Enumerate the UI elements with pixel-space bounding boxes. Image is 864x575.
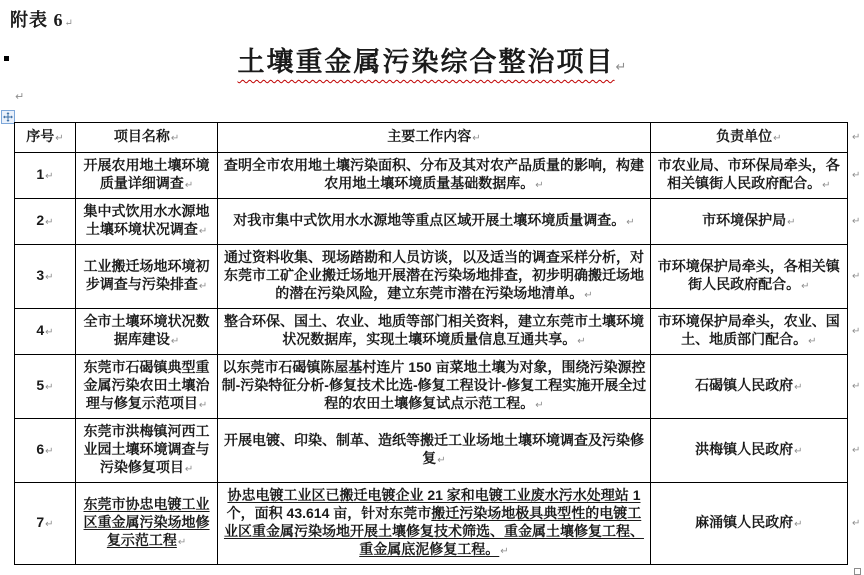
cell-name[interactable]: 东莞市石碣镇典型重金属污染农田土壤治理与修复示范项目↵ xyxy=(75,355,217,419)
attachment-label-text: 附表 6 xyxy=(10,10,64,30)
header-content[interactable]: 主要工作内容↵ xyxy=(218,123,650,153)
cell-end-mark: ↵ xyxy=(577,336,586,347)
cell-end-mark: ↵ xyxy=(801,281,810,292)
table-row xyxy=(15,309,864,355)
cell-end-mark: ↵ xyxy=(535,400,544,411)
row-end-mark: ↵ xyxy=(851,325,861,337)
cell-end-mark: ↵ xyxy=(198,400,208,411)
cell-end-mark: ↵ xyxy=(170,336,180,347)
project-table xyxy=(14,122,864,565)
header-name[interactable]: 项目名称↵ xyxy=(75,123,217,153)
row-end-mark: ↵ xyxy=(851,517,861,529)
cell-unit[interactable]: 麻涌镇人民政府↵ xyxy=(650,483,847,565)
header-unit[interactable]: 负责单位↵ xyxy=(650,123,847,153)
header-no[interactable]: 序号↵ xyxy=(15,123,76,153)
cell-end-mark: ↵ xyxy=(794,382,803,393)
row-end-mark: ↵ xyxy=(851,444,861,456)
cell-no[interactable]: 6↵ xyxy=(15,419,76,483)
remediation-projects-table xyxy=(14,122,864,565)
cell-content[interactable]: 以东莞市石碣镇陈屋基村连片 150 亩菜地土壤为对象，围绕污染源控制-污染特征分析-修复技术比选-修复工程设计-修复工程实施开展全过程的农田土壤修复试点示范工程。↵ xyxy=(218,355,650,419)
cell-end-mark: ↵ xyxy=(808,336,817,347)
paragraph-mark: ↵ xyxy=(615,59,627,74)
underlined-content-segment: 搬迁污染场地极具典型性的电镀工业区重金属污染场地开展土壤修复技术筛选、重金属土壤修复工程、重金属底泥修复工程。 xyxy=(223,505,644,557)
row-end-mark: ↵ xyxy=(851,131,861,143)
table-row xyxy=(15,153,864,199)
cell-content[interactable]: 对我市集中式饮用水水源地等重点区域开展土壤环境质量调查。↵ xyxy=(218,199,650,245)
cell-end-mark: ↵ xyxy=(184,180,194,191)
cell-unit[interactable]: 市环境保护局↵ xyxy=(650,199,847,245)
cell-end-mark: ↵ xyxy=(535,180,544,191)
cell-end-mark: ↵ xyxy=(773,133,782,144)
cell-content[interactable]: 开展电镀、印染、制革、造纸等搬迁工业场地土壤环境调查及污染修复↵ xyxy=(218,419,650,483)
table-row xyxy=(15,245,864,309)
cell-end-mark: ↵ xyxy=(500,546,509,557)
row-end-mark: ↵ xyxy=(851,270,861,282)
cell-no[interactable]: 1↵ xyxy=(15,153,76,199)
move-cross-icon xyxy=(3,112,13,122)
cell-name[interactable] xyxy=(75,483,217,565)
row-end-mark: ↵ xyxy=(851,380,861,392)
row-end-mark: ↵ xyxy=(851,169,861,181)
cell-no[interactable]: 2↵ xyxy=(15,199,76,245)
cell-end-mark: ↵ xyxy=(198,226,208,237)
cell-end-mark: ↵ xyxy=(45,217,54,228)
cell-end-mark: ↵ xyxy=(184,464,194,475)
cell-end-mark: ↵ xyxy=(626,217,635,228)
cell-unit[interactable]: 洪梅镇人民政府↵ xyxy=(650,419,847,483)
row-end-mark: ↵ xyxy=(851,215,861,227)
title-line xyxy=(0,40,864,79)
cell-end-mark: ↵ xyxy=(45,446,54,457)
cell-name[interactable]: 开展农用地土壤环境质量详细调查↵ xyxy=(75,153,217,199)
cell-end-mark: ↵ xyxy=(472,133,481,144)
cell-no[interactable]: 4↵ xyxy=(15,309,76,355)
cell-no[interactable]: 3↵ xyxy=(15,245,76,309)
cell-name[interactable]: 工业搬迁场地环境初步调查与污染排查↵ xyxy=(75,245,217,309)
cell-content[interactable]: 协忠电镀工业区已搬迁电镀企业 21 家和电镀工业废水污水处理站 1个，面积 43.614 亩，针对东莞市搬迁污染场地极具典型性的电镀工业区重金属污染场地开展土壤修复技术筛选、重金属土壤修复工程、重金属底泥修复工程。↵ xyxy=(218,483,650,565)
cell-end-mark: ↵ xyxy=(437,455,446,466)
cell-end-mark: ↵ xyxy=(198,281,208,292)
cell-name[interactable]: 集中式饮用水水源地土壤环境状况调查↵ xyxy=(75,199,217,245)
page-title[interactable]: 土壤重金属污染综合整治项目 xyxy=(237,47,615,77)
cell-unit[interactable]: 石碣镇人民政府↵ xyxy=(650,355,847,419)
cell-end-mark: ↵ xyxy=(45,327,54,338)
cell-end-mark: ↵ xyxy=(584,290,593,301)
cell-content[interactable]: 整合环保、国土、农业、地质等部门相关资料，建立东莞市土壤环境状况数据库，实现土壤环境质量信息互通共享。↵ xyxy=(218,309,650,355)
table-resize-handle-icon[interactable] xyxy=(854,568,861,575)
paragraph-mark: ↵ xyxy=(15,91,25,103)
cell-end-mark: ↵ xyxy=(45,171,54,182)
cell-end-mark: ↵ xyxy=(177,537,187,548)
table-row xyxy=(15,483,864,565)
cell-end-mark: ↵ xyxy=(55,133,64,144)
cell-end-mark: ↵ xyxy=(45,382,54,393)
table-row xyxy=(15,355,864,419)
table-header-row xyxy=(15,123,864,153)
cell-end-mark: ↵ xyxy=(794,519,803,530)
table-move-handle-icon[interactable] xyxy=(1,110,15,124)
underlined-content-segment: 协忠电镀工业区已搬迁电镀企业 21 家和电镀工业废水污水处理站 1 xyxy=(227,487,641,503)
cell-name[interactable]: 全市土壤环境状况数据库建设↵ xyxy=(75,309,217,355)
cell-no[interactable]: 5↵ xyxy=(15,355,76,419)
table-row xyxy=(15,419,864,483)
attachment-label[interactable] xyxy=(10,6,73,32)
cell-end-mark: ↵ xyxy=(45,272,54,283)
cell-unit[interactable]: 市环境保护局牵头，各相关镇街人民政府配合。↵ xyxy=(650,245,847,309)
cell-name[interactable]: 东莞市洪梅镇河西工业园土壤环境调查与污染修复项目↵ xyxy=(75,419,217,483)
paragraph-mark: ↵ xyxy=(64,18,73,29)
cell-end-mark: ↵ xyxy=(787,217,796,228)
cell-end-mark: ↵ xyxy=(45,519,54,530)
cell-unit[interactable]: 市环境保护局牵头，农业、国土、地质部门配合。↵ xyxy=(650,309,847,355)
underlined-project-name: 东莞市协忠电镀工业区重金属污染场地修复示范工程 xyxy=(83,496,210,548)
cell-content[interactable]: 查明全市农用地土壤污染面积、分布及其对农产品质量的影响，构建农用地土壤环境质量基础数据库。↵ xyxy=(218,153,650,199)
table-row xyxy=(15,199,864,245)
cell-end-mark: ↵ xyxy=(794,446,803,457)
cell-no[interactable]: 7↵ xyxy=(15,483,76,565)
cell-unit[interactable]: 市农业局、市环保局牵头，各相关镇街人民政府配合。↵ xyxy=(650,153,847,199)
cell-content[interactable]: 通过资料收集、现场踏勘和人员访谈，以及适当的调查采样分析，对东莞市工矿企业搬迁场地开展潜在污染场地排查，初步明确搬迁场地的潜在污染风险，建立东莞市潜在污染场地清单。↵ xyxy=(218,245,650,309)
cell-end-mark: ↵ xyxy=(822,180,831,191)
cell-end-mark: ↵ xyxy=(170,133,180,144)
